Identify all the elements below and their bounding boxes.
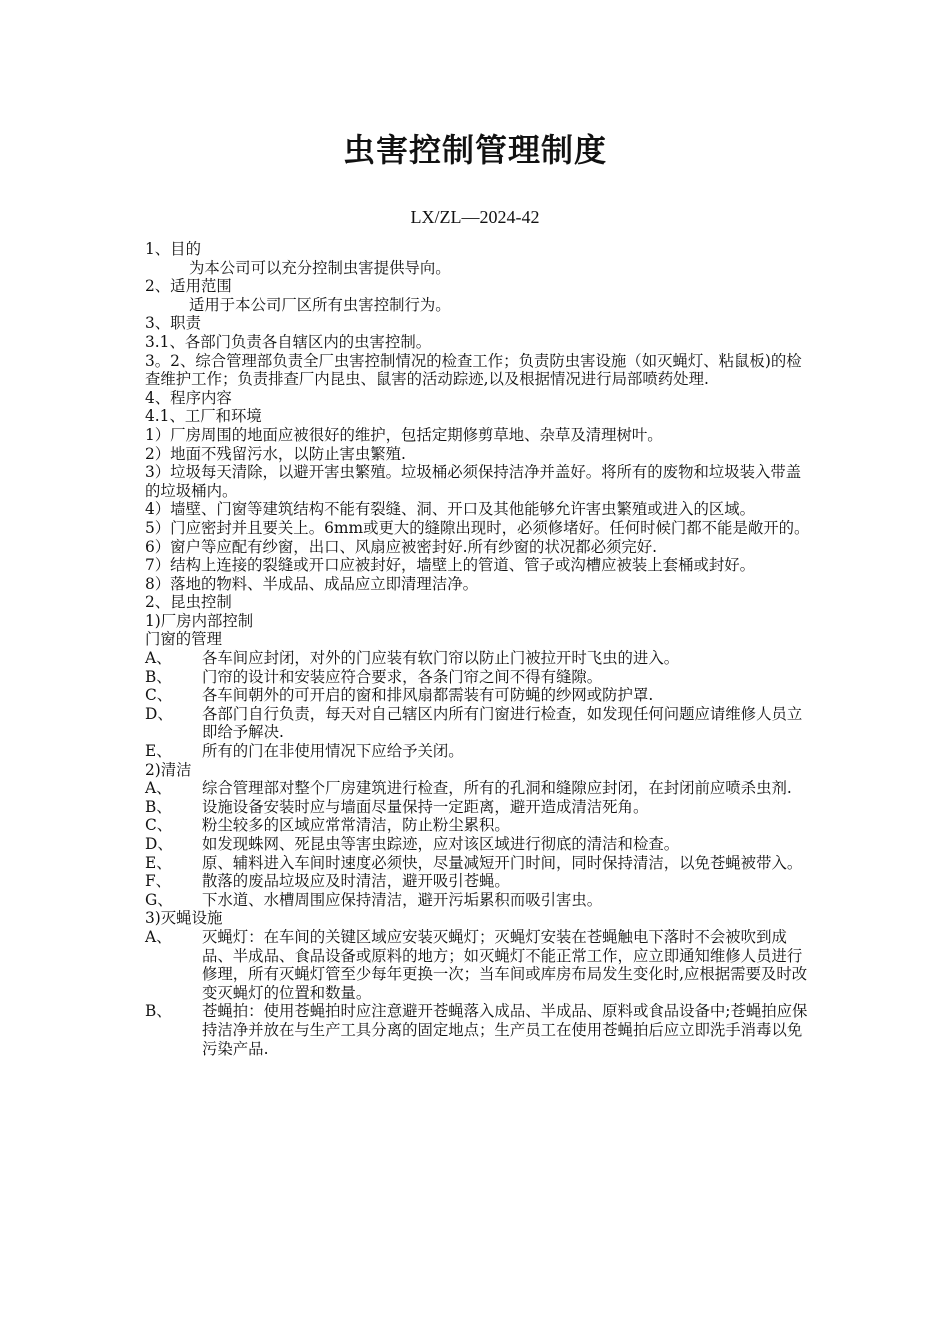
list-item <box>145 1002 810 1058</box>
list-item <box>145 798 810 817</box>
list-item <box>145 891 810 910</box>
item-label: D、 <box>145 835 173 853</box>
list-item <box>145 686 810 705</box>
scope-text: 适用于本公司厂区所有虫害控制行为。 <box>189 295 451 314</box>
item-text: 各部门自行负责，每天对自己辖区内所有门窗进行检查，如发现任何问题应请维修人员立即给予解决. <box>202 704 803 742</box>
item-label: B、 <box>145 1002 172 1021</box>
item-text: 散落的废品垃圾应及时清洁，避开吸引苍蝇。 <box>202 872 510 891</box>
list-item <box>145 872 810 891</box>
duty-paragraph: 3。2、综合管理部负责全厂虫害控制情况的检查工作；负责防虫害设施（如灭蝇灯、粘鼠板)的检查维护工作；负责排查厂内昆虫、鼠害的活动踪迹,以及根据情况进行局部喷药处理. <box>145 351 802 389</box>
item-label: G、 <box>145 890 173 909</box>
item-text: 所有的门在非使用情况下应给予关闭。 <box>202 742 464 761</box>
list-item <box>145 668 810 687</box>
item-text: 原、辅料进入车间时速度必须快，尽量减短开门时间，同时保持清洁，以免苍蝇被带入。 <box>202 853 803 872</box>
item-label: F、 <box>145 872 172 891</box>
item-label: A、 <box>145 779 172 798</box>
subsection-heading: 3)灭蝇设施 <box>145 909 223 928</box>
list-item <box>145 835 810 854</box>
document-body <box>145 240 810 1058</box>
subsection-heading: 1)厂房内部控制 <box>145 611 254 630</box>
list-item <box>145 854 810 873</box>
item-text: 灭蝇灯：在车间的关键区域应安装灭蝇灯；灭蝇灯安装在苍蝇触电下落时不会被吹到成品、半成品、食品设备或原料的地方；如灭蝇灯不能正常工作，应立即通知维修人员进行修理，所有灭蝇灯管至少每年更换一次；当车间或库房布局发生变化时,应根据需要及时改变灭蝇灯的位置和数量。 <box>202 927 808 1002</box>
item-label: C、 <box>145 816 173 835</box>
list-item <box>145 705 810 742</box>
document-title: 虫害控制管理制度 <box>342 131 607 169</box>
list-item <box>145 816 810 835</box>
item-label: B、 <box>145 667 172 686</box>
item-text: 各车间应封闭，对外的门应装有软门帘以防止门被拉开时飞虫的进入。 <box>202 649 680 668</box>
document-code: LX/ZL—2024-42 <box>410 207 540 227</box>
item-text: 设施设备安装时应与墙面尽量保持一定距离，避开造成清洁死角。 <box>202 797 649 816</box>
procedure-item: 3）垃圾每天清除，以避开害虫繁殖。垃圾桶必须保持洁净并盖好。将所有的废物和垃圾装入带盖的垃圾桶内。 <box>145 463 802 500</box>
item-text: 粉尘较多的区域应常常清洁，防止粉尘累积。 <box>202 816 510 835</box>
list-item <box>145 928 810 1002</box>
procedure-item: 8）落地的物料、半成品、成品应立即清理洁净。 <box>145 574 478 593</box>
procedure-item: 5）门应密封并且要关上。6mm或更大的缝隙出现时，必须修堵好。任何时候门都不能是敞开的。 <box>145 518 810 537</box>
item-label: A、 <box>145 927 172 946</box>
section-heading-duties: 3、职责 <box>145 314 201 333</box>
purpose-text: 为本公司可以充分控制虫害提供导向。 <box>189 258 451 277</box>
list-item <box>145 779 810 798</box>
list-item <box>145 649 810 668</box>
item-text: 苍蝇拍：使用苍蝇拍时应注意避开苍蝇落入成品、半成品、原料或食品设备中;苍蝇拍应保持洁净并放在与生产工具分离的固定地点；生产员工在使用苍蝇拍后应立即洗手消毒以免污染产品. <box>202 1002 808 1058</box>
subsection-heading: 4.1、工厂和环境 <box>145 407 262 426</box>
subsection-heading: 2)清洁 <box>145 760 192 779</box>
item-label: E、 <box>145 742 172 761</box>
procedure-item: 4）墙壁、门窗等建筑结构不能有裂缝、洞、开口及其他能够允许害虫繁殖或进入的区域。 <box>145 500 756 519</box>
procedure-item: 6）窗户等应配有纱窗，出口、风扇应被密封好.所有纱窗的状况都必须完好. <box>145 537 658 556</box>
item-text: 门帘的设计和安装应符合要求，各条门帘之间不得有缝隙。 <box>202 667 603 686</box>
item-label: A、 <box>145 649 172 668</box>
section-heading-purpose: 1、目的 <box>145 240 201 258</box>
procedure-item: 1）厂房周围的地面应被很好的维护，包括定期修剪草地、杂草及清理树叶。 <box>145 425 663 444</box>
duty-paragraph: 3.1、各部门负责各自辖区内的虫害控制。 <box>145 332 432 351</box>
item-label: C、 <box>145 686 173 705</box>
list-item <box>145 742 810 761</box>
procedure-item: 2）地面不残留污水，以防止害虫繁殖. <box>145 444 406 463</box>
section-heading-scope: 2、适用范围 <box>145 277 232 296</box>
subsection-heading: 门窗的管理 <box>145 630 222 649</box>
subsection-heading: 2、昆虫控制 <box>145 593 232 612</box>
item-text: 各车间朝外的可开启的窗和排风扇都需装有可防蝇的纱网或防护罩. <box>202 686 654 705</box>
procedure-item: 7）结构上连接的裂缝或开口应被封好，墙壁上的管道、管子或沟槽应被装上套桶或封好。 <box>145 556 756 575</box>
item-label: D、 <box>145 704 173 723</box>
item-text: 如发现蛛网、死昆虫等害虫踪迹，应对该区域进行彻底的清洁和检查。 <box>202 835 680 853</box>
item-label: B、 <box>145 797 172 816</box>
item-label: E、 <box>145 853 172 872</box>
item-text: 下水道、水槽周围应保持清洁，避开污垢累积而吸引害虫。 <box>202 890 603 909</box>
item-text: 综合管理部对整个厂房建筑进行检查，所有的孔洞和缝隙应封闭，在封闭前应喷杀虫剂. <box>202 779 792 798</box>
section-heading-procedure: 4、程序内容 <box>145 388 232 407</box>
